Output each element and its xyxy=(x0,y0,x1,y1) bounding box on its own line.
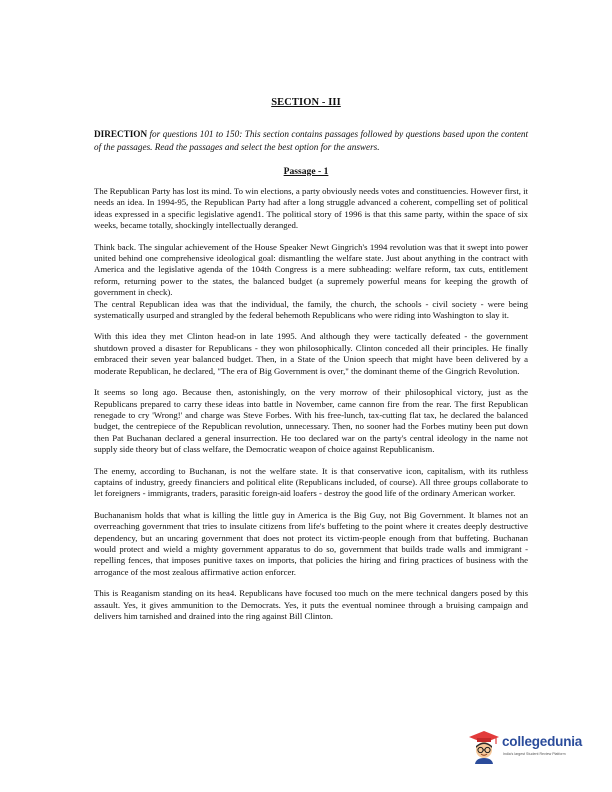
paragraph-5: It seems so long ago. Because then, astonishingly, on the very morrow of their philosophical victory, just as the Republicans prepared to carry these ideas into battle in November, came cannon fire from the rear. The first Republican renegade to cry 'Wrong!' and charge was Steve Forbes. With his free-lunch, tax-cutting flat tax, he declared the balanced budget, the centrepiece of the Republican revolution, unnecessary. Then, no sooner had the Forbes mutiny been put down then Pat Buchanan declared a general insurrection. He too declared war on the party's central ideology in the name not supply side theory but of class welfare, the Democratic weapon of choice against Republicanism. xyxy=(94,387,528,455)
paragraph-7: Buchananism holds that what is killing the little guy in America is the Big Guy, not Big Government. It blames not an overreaching government that tries to insulate citizens from life's buffeting to the point where it creates deeply destructive dependency, but an uncaring government that does not protect its victim-people enough from that buffeting. Buchanan would protect and wield a mighty government apparatus to do so, government that builds trade walls and immigrant - repelling fences, that imposes punitive taxes on imports, that policies the hiring and firing practices of business with the arrogance of the most zealous affirmative action enforcer. xyxy=(94,509,528,577)
passage-title: Passage - 1 xyxy=(283,166,329,177)
passage-body xyxy=(94,186,528,632)
paragraph-2: Think back. The singular achievement of the House Speaker Newt Gingrich's 1994 revolution was that it swept into power united behind one comprehensive ideological goal: dismantling the welfare state. Just about anything in the contract with America and the legislative agenda of the 104th Congress is a mere subheading: welfare reform, tax cuts, entitlement reform, returning power to the states, the balanced budget (a supremely powerful means for keeping the growth of government in check). xyxy=(94,241,528,298)
paragraph-1: The Republican Party has lost its mind. To win elections, a party obviously needs votes and constituencies. However first, it needs an idea. In 1994-95, the Republican Party had after a long struggle advanced a coherent, compelling set of political ideas expressed in a specific legislative agend1. The political story of 1996 is that this same party, within the space of six weeks, became totally, shockingly intellectually deranged. xyxy=(94,186,528,231)
student-mascot-icon xyxy=(468,730,500,764)
paragraph-4: With this idea they met Clinton head-on in late 1995. And although they were tactically defeated - the government shutdown proved a disaster for Republicans - they won philosophically. Clinton conceded all their principles. He finally embraced their seven year balanced budget. Then, in a State of the Union speech that might have been delivered by a moderate Republican, he declared, "The era of Big Government is over," the dominant theme of the Gingrich Revolution. xyxy=(94,331,528,376)
logo-tagline: India's largest Student Review Platform xyxy=(503,752,566,756)
direction-instructions xyxy=(94,128,528,153)
section-title: SECTION - III xyxy=(271,97,341,108)
logo-wordmark: collegedunia xyxy=(502,734,583,749)
collegedunia-logo xyxy=(468,724,588,768)
direction-label: DIRECTION xyxy=(94,129,148,139)
paragraph-6: The enemy, according to Buchanan, is not the welfare state. It is that conservative icon, capitalism, with its ruthless captains of industry, greedy financiers and political elite (Republicans included, of course). All three groups collaborate to let foreigners - immigrants, traders, parasitic foreign-aid loafers - destroy the good life of the ordinary American worker. xyxy=(94,465,528,499)
direction-text: for questions 101 to 150: This section contains passages followed by questions based upon the content of the passages. Read the passages and select the best option for the answers. xyxy=(94,129,528,152)
paragraph-3: The central Republican idea was that the individual, the family, the church, the schools - civil society - were being systematically usurped and strangled by the federal behemoth Republicans who were riding into Washington to slay it. xyxy=(94,298,528,321)
paragraph-8: This is Reaganism standing on its hea4. Republicans have focused too much on the mere technical dangers posed by this assault. Yes, it gives ammunition to the Democrats. Yes, it puts the eventual nominee through a bruising campaign and delivers him tarnished and drained into the ring against Bill Clinton. xyxy=(94,588,528,621)
